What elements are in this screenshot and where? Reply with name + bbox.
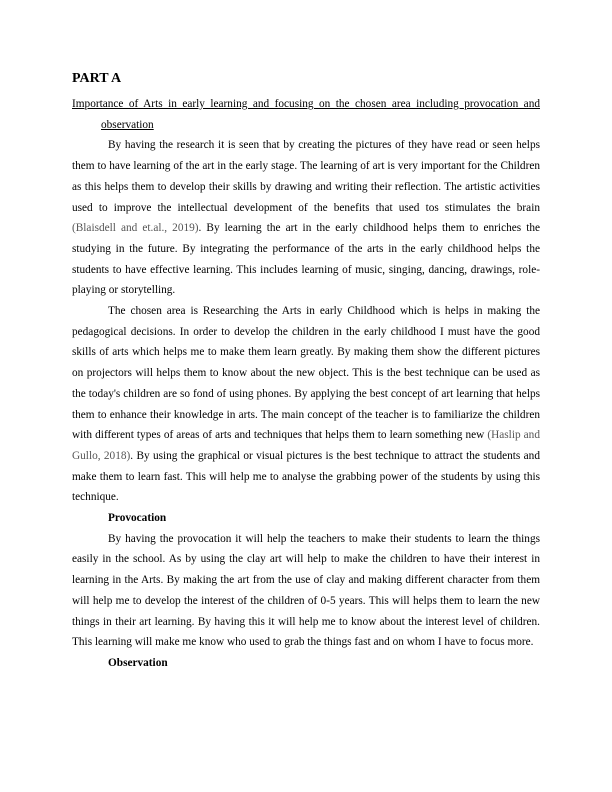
paragraph-text: . By using the graphical or visual pictures is the best technique to attract the students and make them to learn fast. This will help me to analyse the grabbing power of the students by using this technique. — [72, 449, 540, 504]
paragraph-provocation: By having the provocation it will help the teachers to make their students to learn the things easily in the school. As by using the clay art will help to make the children to have their interest in learning in the Arts. By making the art from the use of clay and making different character from them will help me to develop the interest of the children of 0-5 years. This will helps them to learn the new things in their art learning. By having this it will help me to know about the interest level of children. This learning will make me know who used to grab the things fast and on whom I have to focus more. — [72, 532, 540, 649]
part-title: PART A — [72, 71, 122, 86]
citation-haslip: (Haslip and Gullo, 2018) — [72, 429, 540, 462]
paragraph-arts-importance — [72, 135, 540, 301]
section-heading: Importance of Arts in early learning and focusing on the chosen area including provocation and observation — [72, 98, 540, 131]
paragraph-text: . By learning the art in the early childhood helps them to enriches the studying in the future. By integrating the performance of the arts in the early childhood helps the students to have effective learning. This includes learning of music, singing, dancing, drawings, role-playing or storytelling. — [72, 222, 540, 297]
paragraph-text: The chosen area is Researching the Arts in early Childhood which is helps in making the pedagogical decisions. In order to develop the children in the early childhood I must have the good skills of arts which helps me to make them learn greatly. By making them show the different pictures on projectors will helps them to know about the new object. This is the best technique can be used as the today's children are so fond of using phones. By applying the best concept of art learning that helps them to enhance their knowledge in arts. The main concept of the teacher is to familiarize the children with different types of areas of arts and techniques that helps them to learn something new — [72, 305, 540, 442]
document-page — [72, 70, 540, 674]
citation-blaisdell: (Blaisdell and et.al., 2019) — [72, 222, 199, 235]
paragraph-text: By having the research it is seen that by creating the pictures of they have read or seen helps them to have learning of the art in the early stage. The learning of art is very important for the Children as this helps them to develop their skills by drawing and writing their reflection. The artistic activities used to improve the intellectual development of the benefits that used tos stimulates the brain — [72, 139, 540, 214]
observation-heading: Observation — [108, 656, 168, 669]
paragraph-chosen-area — [72, 301, 540, 508]
provocation-heading: Provocation — [108, 512, 167, 525]
